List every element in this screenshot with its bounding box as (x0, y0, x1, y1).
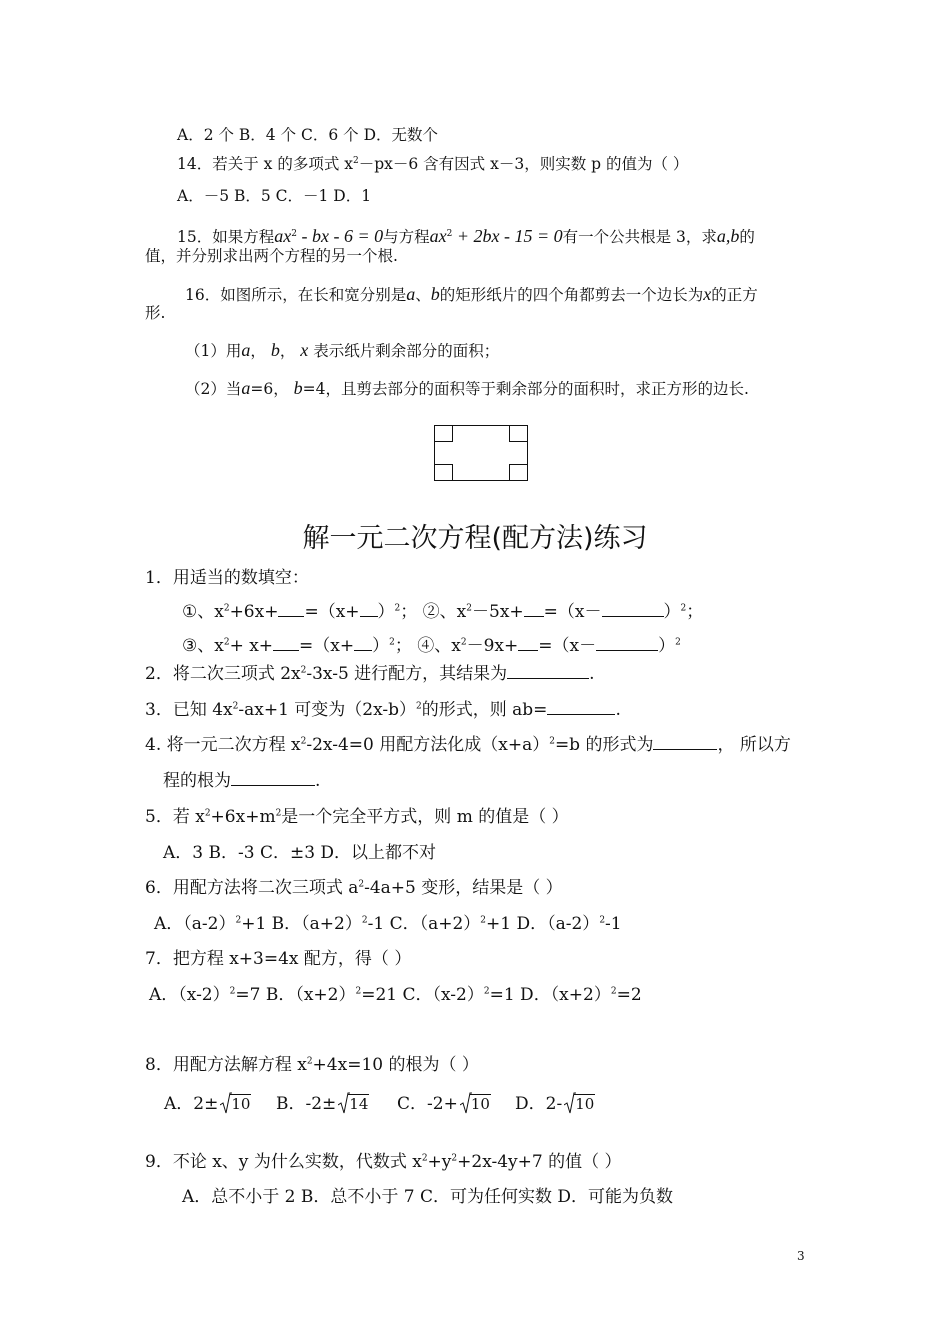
q7-options: A．$(x-2)^2=7$ B．$(x+2)^2=21$ C．$(x-2)^2=1$ D．$(x+2)^2=2$ (149, 985, 642, 1005)
section-title: 解一元二次方程(配方法)练习 (302, 523, 648, 554)
corner-square-bl (435, 465, 453, 481)
blank[interactable] (653, 734, 717, 750)
outer-rectangle (435, 426, 528, 481)
q9-options: A．总不小于 2 B．总不小于 7 C．可为任何实数 D．可能为负数 (182, 1187, 674, 1207)
q16-part1: （1）用a， b， x 表示纸片剩余部分的面积； (185, 340, 500, 360)
blank[interactable] (360, 601, 378, 617)
q16-part2: （2）当a=6， b=4，且剪去部分的面积等于剩余部分的面积时，求正方形的边长. (185, 378, 749, 398)
blank[interactable] (231, 770, 315, 786)
corner-square-tl (435, 426, 453, 442)
q5-options: A．3 B．-3 C．±3 D．以上都不对 (163, 843, 437, 863)
sqrt-10: 10 (220, 1093, 251, 1115)
q14-options: A．－5 B．5 C．－1 D．1 (177, 187, 372, 205)
blank[interactable] (518, 635, 538, 651)
q1-row2: ③、$x^2+ x+ =(x+ )^2$； ④、$x^2-9x+ =(x- )^2$ (182, 636, 681, 656)
q9: 9．不论 x、y 为什么实数，代数式 $x^2+y^2+2x-4y+7$ 的值（ ） (145, 1152, 622, 1172)
sqrt-10: 10 (564, 1093, 595, 1115)
q8-option-a: A．2± 10 (164, 1094, 251, 1114)
q1-stem: 1．用适当的数填空： (145, 568, 309, 588)
sqrt-10: 10 (460, 1093, 491, 1115)
q6-options: A．$(a-2)^2+1$ B．$(a+2)^2-1$ C．$(a+2)^2+1$ D．$(a-2)^2-1$ (154, 914, 622, 934)
blank[interactable] (547, 699, 615, 715)
q14-stem: 14．若关于 x 的多项式 $x^2-px-6$ 含有因式 x－3，则实数 p 的值为（ ） (177, 155, 689, 173)
blank[interactable] (602, 601, 664, 617)
corner-square-tr (510, 426, 528, 442)
q8-option-c: C．-2+ 10 (397, 1094, 490, 1114)
q8-option-d: D．2- 10 (515, 1094, 595, 1114)
blank[interactable] (354, 635, 372, 651)
q16-line2: 形. (145, 304, 166, 322)
q7: 7．把方程 x+3=4x 配方，得（ ） (145, 949, 412, 969)
q16-stem: 16．如图所示，在长和宽分别是a、b的矩形纸片的四个角都剪去一个边长为x的正方 (185, 284, 758, 304)
q15-stem: 15．如果方程$ax^2$ - bx - 6 = 0与方程$ax^2 + 2bx - 15 = 0$有一个公共根是 3，求a,b的 (177, 226, 755, 246)
page-number: 3 (797, 1249, 805, 1263)
blank[interactable] (524, 601, 544, 617)
q13-options: A．2 个 B．4 个 C．6 个 D．无数个 (177, 126, 439, 144)
sqrt-14: 14 (338, 1093, 369, 1115)
q2: 2．将二次三项式 $2x^2-3x-5$ 进行配方，其结果为 . (145, 664, 595, 684)
q4-line2: 程的根为 . (163, 771, 321, 791)
blank[interactable] (273, 635, 299, 651)
blank[interactable] (278, 601, 304, 617)
q15-line2: 值，并分别求出两个方程的另一个根. (145, 247, 398, 265)
q3: 3．已知 $4x^2-ax+1$ 可变为$(2x-b)^2$的形式，则 ab= . (145, 700, 621, 720)
rectangle-cut-corners-figure (434, 425, 528, 481)
corner-square-br (510, 465, 528, 481)
q6: 6．用配方法将二次三项式 $a^2-4a+5$ 变形，结果是（ ） (145, 878, 563, 898)
blank[interactable] (507, 663, 589, 679)
q8: 8．用配方法解方程 $x^2+4x=10$ 的根为（ ） (145, 1055, 479, 1075)
blank[interactable] (596, 635, 658, 651)
q5: 5．若 $x^2+6x+m^2$是一个完全平方式，则 m 的值是（ ） (145, 807, 569, 827)
q4: 4. 将一元二次方程 $x^2-2x-4=0$ 用配方法化成$(x+a)^2=b$ 的形式为 ， 所以方 (145, 735, 791, 755)
q8-option-b: B．-2± 14 (276, 1094, 369, 1114)
q1-row1: ①、$x^2+6x+ =(x+ )^2$； ②、$x^2-5x+ =(x- )^2$； (182, 602, 704, 622)
